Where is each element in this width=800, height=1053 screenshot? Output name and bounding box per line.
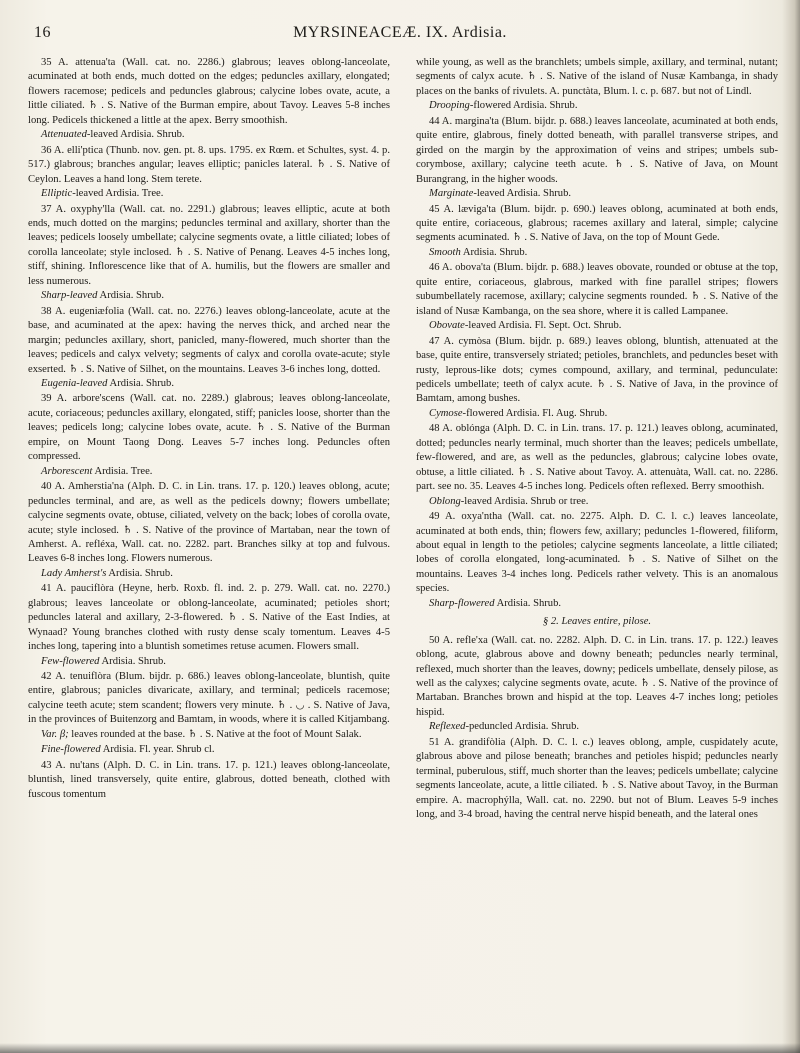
section-heading: § 2. Leaves entire, pilose. xyxy=(542,616,652,628)
right-common-name xyxy=(416,246,778,260)
common-name-italic: Obovate xyxy=(429,320,465,332)
right-common-name xyxy=(416,597,778,611)
left-column xyxy=(28,56,390,1046)
left-common-name xyxy=(28,128,390,142)
common-name-rest: Ardisia. Shrub. xyxy=(107,377,174,389)
common-name-italic: Cymose xyxy=(429,407,463,419)
common-name-italic: Reflexed xyxy=(429,721,466,733)
right-common-name xyxy=(416,407,778,421)
right-species-entry: 48 A. oblónga (Alph. D. C. in Lin. trans. 17. p. 121.) leaves oblong, acuminated, dotted; peduncles nearly terminal, much shorter than the leaves; pedicels umbellate, few-flowered, and are, as well as the peduncles, glabrous; calycine lobes ovate, obtuse, a little ciliated. ♄ . S. Native about Tavoy. A. attenuàta, Wall. cat. no. 2286. part. see no. 35. Leaves 4-5 inches long. Pedicels often reflexed. Berry smoothish. xyxy=(416,423,778,493)
left-species-entry: 37 A. oxyphy'lla (Wall. cat. no. 2291.) glabrous; leaves elliptic, acute at both ends, much dotted on the margins; peduncles terminal and axillary, shorter than the leaves; pedicels loosely umbellate; calycine segments ovate, a little ciliated; lobes of corolla lanceolate; style inclosed. ♄ . S. Native of Penang. Leaves 4-5 inches long, stiff, shining. Inflorescence like that of A. humilis, but the flowers are smaller and less numerous. xyxy=(28,203,390,287)
common-name-rest: -leaved Ardisia. Tree. xyxy=(72,188,164,200)
text-columns xyxy=(28,56,778,1046)
common-name-italic: Fine-flowered xyxy=(41,744,101,756)
left-species-entry: 39 A. arbore'scens (Wall. cat. no. 2289.) glabrous; leaves oblong-lanceolate, acute, coriaceous; peduncles axillary, elongated, stiff; panicles loose, shorter than the leaves; pedicels long; calycine lobes ovate, acute. ♄ . S. Native of the Burman empire, on Mount Taong Dong. Leaves 5-7 inches long. Peduncles often compressed. xyxy=(28,393,390,463)
common-name-rest: Ardisia. Shrub. xyxy=(460,246,528,258)
right-species-entry: 45 A. lævigа'ta (Blum. bijdr. p. 690.) leaves oblong, acuminated at both ends, quite entire, coriaceous, glabrous; racemes axillary and lateral, simple; calycine segments acuminated. ♄ . S. Native of Java, on the top of Mount Gede. xyxy=(416,203,778,244)
left-species-entry: 42 A. tenuiflòra (Blum. bijdr. p. 686.) leaves oblong-lanceolate, bluntish, quite entire, glabrous; panicles divaricate, axillary, and terminal; pedicels racemose; calycine teeth acute; stem scandent; flowers very minute. ♄ . ◡ . S. Native of Java, in the provinces of Buitenzorg and Bamtam, in woods, where it is called Kitjambang. xyxy=(28,671,390,726)
left-common-name xyxy=(28,567,390,581)
common-name-rest: -peduncled Ardisia. Shrub. xyxy=(465,721,580,733)
common-name-rest: Ardisia. Shrub. xyxy=(494,597,562,609)
right-common-name xyxy=(416,495,778,509)
common-name-italic: Attenuated xyxy=(41,129,87,141)
common-name-rest: -leaved Ardisia. Fl. Sept. Oct. Shrub. xyxy=(464,320,622,332)
right-species-entry: while young, as well as the branchlets; umbels simple, axillary, and terminal, nutant; segments of calyx acute. ♄ . S. Native of the island of Nusæ Kambanga, in shady places on the banks of rivulets. A. punctàta, Blum. l. c. p. 687. but not of Lindl. xyxy=(416,57,778,97)
common-name-italic: Sharp-flowered xyxy=(429,597,495,609)
right-species-entry: 47 A. cymòsa (Blum. bijdr. p. 689.) leaves oblong, bluntish, attenuated at the base, quite entire, transversely striated; petioles, branchlets, and peduncles beset with rusty, leprous-like dots; cymes compound, axillary, and terminal, pedunculate: pedicels umbellate; teeth of calyx acute. ♄ . S. Native of Java, in the province of Bamtam, among bushes. xyxy=(416,335,778,405)
left-species-entry: 41 A. pauciflòra (Heyne, herb. Roxb. fl. ind. 2. p. 279. Wall. cat. no. 2270.) glabrous; leaves lanceolate or oblong-lanceolate, acuminated; petioles short; peduncles lateral and axillary, 2-3-flowered. ♄ . S. Native of the East Indies, at Wynaad? Young branches clothed with rusty dense scaly tomentum. Leaves 4-5 inches long, tapering into a bluntish sometimes retuse acumen. Flowers small. xyxy=(28,583,390,653)
left-common-name xyxy=(28,187,390,201)
left-species-entry: 43 A. nu'tans (Alph. D. C. in Lin. trans. 17. p. 121.) leaves oblong-lanceolate, bluntish, lined transversely, quite entire, glabrous, dotted beneath, clothed with fuscous tomentum xyxy=(28,759,390,800)
left-common-name xyxy=(28,743,390,757)
left-common-name xyxy=(28,289,390,303)
running-title: MYRSINEACEÆ. IX. Ardisia. xyxy=(293,24,507,41)
left-common-name xyxy=(28,728,390,742)
common-name-rest: Ardisia. Fl. year. Shrub cl. xyxy=(100,744,215,756)
left-species-entry: 35 A. attenua'ta (Wall. cat. no. 2286.) glabrous; leaves oblong-lanceolate, acuminated at both ends, much dotted on the edges; peduncles axillary, elongated; flowers racemose; pedicels and peduncles glabrous; calycine lobes ovate, acute, a little ciliated. ♄ . S. Native of the Burman empire, about Tavoy. Leaves 5-8 inches long. Pedicels thickened a little at the apex. Berry smoothish. xyxy=(28,57,390,126)
right-common-name xyxy=(416,187,778,201)
right-common-name xyxy=(416,319,778,333)
common-name-italic: Few-flowered xyxy=(41,655,100,667)
common-name-italic: Oblong xyxy=(429,495,461,507)
left-common-name xyxy=(28,465,390,479)
common-name-italic: Elliptic xyxy=(41,188,73,200)
common-name-italic: Eugenia-leaved xyxy=(41,377,108,389)
common-name-italic: Var. β; xyxy=(41,728,69,740)
common-name-italic: Drooping xyxy=(429,100,470,112)
page-edge-shadow xyxy=(782,0,800,1053)
common-name-rest: -flowered Ardisia. Shrub. xyxy=(469,100,578,112)
common-name-rest: Ardisia. Tree. xyxy=(92,465,153,477)
right-common-name xyxy=(416,720,778,734)
left-common-name xyxy=(28,377,390,391)
common-name-italic: Smooth xyxy=(429,246,461,258)
left-species-entry: 40 A. Amherstia'na (Alph. D. C. in Lin. trans. 17. p. 120.) leaves oblong, acute; peduncles terminal, and are, as well as the pedicels downy; flowers umbellate; calycine segments ovate, obtuse, ciliated, velvety on the back; lobes of corolla ovate, acute; style inclosed. ♄ . S. Native of the province of Martaban, near the town of Amherst. A. refléxa, Wall. cat. no. 2282. part. Branches silky at top and fulvous. Leaves 6-8 inches long. Flowers numerous. xyxy=(28,481,390,565)
common-name-rest: -leaved Ardisia. Shrub. xyxy=(86,129,185,141)
left-common-name xyxy=(28,655,390,669)
page-header xyxy=(34,24,766,46)
common-name-rest: -leaved Ardisia. Shrub or tree. xyxy=(460,495,589,507)
common-name-rest: Ardisia. Shrub. xyxy=(99,655,166,667)
common-name-rest: -flowered Ardisia. Fl. Aug. Shrub. xyxy=(462,407,608,419)
common-name-rest: Ardisia. Shrub. xyxy=(97,290,164,302)
right-species-entry: 50 A. refle'xa (Wall. cat. no. 2282. Alph. D. C. in Lin. trans. 17. p. 122.) leaves oblong, acute, glabrous above and downy beneath; peduncles nearly terminal, reflexed, much shorter than the leaves, downy; pedicels umbellate, densely pilose, as well as the calyxes; calycine segments ovate, acute. ♄ . S. Native of the province of Martaban. Branches brown and hispid at the top. Leaves 4-7 inches long; petioles hispid. xyxy=(416,634,778,718)
common-name-italic: Arborescent xyxy=(41,465,93,477)
right-column xyxy=(416,56,778,1046)
common-name-italic: Sharp-leaved xyxy=(41,290,98,302)
common-name-italic: Marginate xyxy=(429,188,474,200)
common-name-rest: leaves rounded at the base. ♄ . S. Native at the foot of Mount Salak. xyxy=(68,728,362,740)
right-species-entry: 51 A. grandifòlia (Alph. D. C. l. c.) leaves oblong, ample, cuspidately acute, glabrous above and pilose beneath; branches and petioles hispid; peduncles nearly terminal, puberulous, stiff, much shorter than the leaves; pedicels umbellate; calycine segments lanceolate, acute, a little ciliated. ♄ . S. Native about Tavoy, in the Burman empire. A. macrophýlla, Wall. cat. no. 2290. but not of Blum. Leaves 5-9 inches long, and 3-4 broad, having the central nerve hispid beneath, and the lateral ones xyxy=(416,736,778,821)
left-species-entry: 36 A. elli'ptica (Thunb. nov. gen. pt. 8. ups. 1795. ex Rœm. et Schultes, syst. 4. p. 517.) glabrous; branches angular; leaves elliptic; panicles lateral. ♄ . S. Native of Ceylon. Leaves a hand long. Stem terete. xyxy=(28,144,390,185)
page-bottom-shadow xyxy=(0,1043,800,1053)
left-species-entry: 38 A. eugeniæfolia (Wall. cat. no. 2276.) leaves oblong-lanceolate, acute at the base, and acuminated at the apex: having the nerves thick, and arched near the margin; peduncles axillary, short, panicled, many-flowered, much shorter than the leaves; pedicels and calyx velvety; segments of calyx and corolla ovate-acute; style exserted. ♄ . S. Native of Silhet, on the mountains. Leaves 3-6 inches long, dotted. xyxy=(28,305,390,375)
page-number: 16 xyxy=(34,24,51,41)
common-name-rest: Ardisia. Shrub. xyxy=(106,567,173,579)
right-species-entry: 46 A. obova'ta (Blum. bijdr. p. 688.) leaves obovate, rounded or obtuse at the top, quite entire, coriaceous, glabrous, marked with fine parallel stripes; flowers subumbellately racemose, axillary; calycine segments rounded. ♄ . S. Native of the island of Nusæ Kambanga, on the sea shore, where it is called Lampanee. xyxy=(416,262,778,317)
common-name-rest: -leaved Ardisia. Shrub. xyxy=(473,188,572,200)
common-name-italic: Lady Amherst's xyxy=(41,567,107,579)
right-species-entry: 49 A. oxya'ntha (Wall. cat. no. 2275. Alph. D. C. l. c.) leaves lanceolate, acuminated at both ends, thin; flowers few, axillary; peduncles 1-flowered, filiform, about equal in length to the petioles; calycine segments lanceolate, a little ciliated; lobes of corolla elongated, long-acuminated. ♄ . S. Native of Silhet on the mountains. Leaves 3-4 inches long. Pedicels rather velvety. This is an anomalous species. xyxy=(416,511,778,595)
right-species-entry: 44 A. margina'ta (Blum. bijdr. p. 688.) leaves lanceolate, acuminated at both ends, quite entire, glabrous, finely dotted beneath, with parallel transverse stripes, and girded on the margin by the approximation of veins and stripes; umbels sub-corymbose, axillary; calycine teeth acute. ♄ . S. Native of Java, on Mount Burangrang, in the higher woods. xyxy=(416,115,778,185)
right-common-name xyxy=(416,99,778,113)
